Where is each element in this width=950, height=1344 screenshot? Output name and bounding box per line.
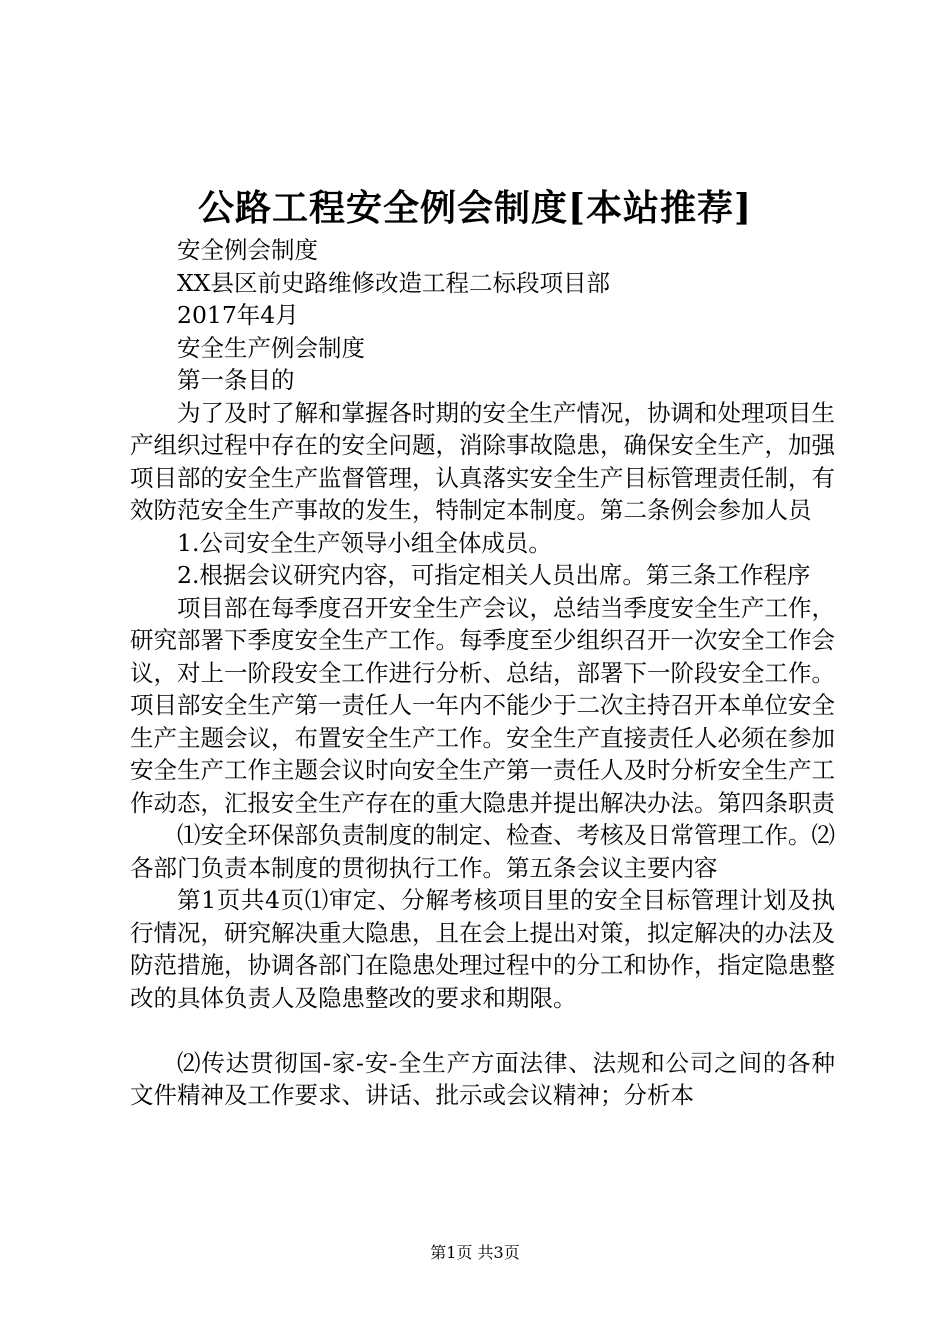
paragraph: XX县区前史路维修改造工程二标段项目部: [177, 268, 610, 297]
paragraph: 项目部在每季度召开安全生产会议，总结当季度安全生产工作，研究部署下季度安全生产工作。每季度至少组织召开一次安全工作会议，对上一阶段安全工作进行分析、总结，部署下一阶段安全工作。项目部安全生产第一责任人一年内不能少于二次主持召开本单位安全生产主题会议，布置安全生产工作。安全生产直接责任人必须在参加安全生产工作主题会议时向安全生产第一责任人及时分析安全生产工作动态，汇报安全生产存在的重大隐患并提出解决办法。第四条职责: [130, 593, 835, 817]
paragraph: 2.根据会议研究内容，可指定相关人员出席。第三条工作程序: [177, 561, 811, 589]
paragraph: 安全生产例会制度: [177, 333, 365, 362]
paragraph: 第一条目的: [177, 366, 295, 394]
paragraph: ⑴安全环保部负责制度的制定、检查、考核及日常管理工作。⑵各部门负责本制度的贯彻执行工作。第五条会议主要内容: [130, 821, 835, 882]
document-body: [130, 234, 835, 1112]
paragraph: 2017年4月: [177, 301, 299, 329]
paragraph: 第1页共4页⑴审定、分解考核项目里的安全目标管理计划及执行情况，研究解决重大隐患，且在会上提出对策，拟定解决的办法及防范措施，协调各部门在隐患处理过程中的分工和协作，指定隐患整改的具体负责人及隐患整改的要求和期限。: [130, 886, 835, 1012]
paragraph: 安全例会制度: [177, 236, 318, 264]
document-title: 公路工程安全例会制度[本站推荐]: [197, 187, 753, 229]
paragraph: 1.公司安全生产领导小组全体成员。: [177, 528, 552, 557]
paragraph: 为了及时了解和掌握各时期的安全生产情况，协调和处理项目生产组织过程中存在的安全问题，消除事故隐患，确保安全生产，加强项目部的安全生产监督管理，认真落实安全生产目标管理责任制，有效防范安全生产事故的发生，特制定本制度。第二条例会参加人员: [130, 398, 835, 524]
paragraph: ⑵传达贯彻国-家-安-全生产方面法律、法规和公司之间的各种文件精神及工作要求、讲话、批示或会议精神；分析本: [130, 1048, 835, 1109]
page-footer: 第1页 共3页: [430, 1243, 520, 1262]
